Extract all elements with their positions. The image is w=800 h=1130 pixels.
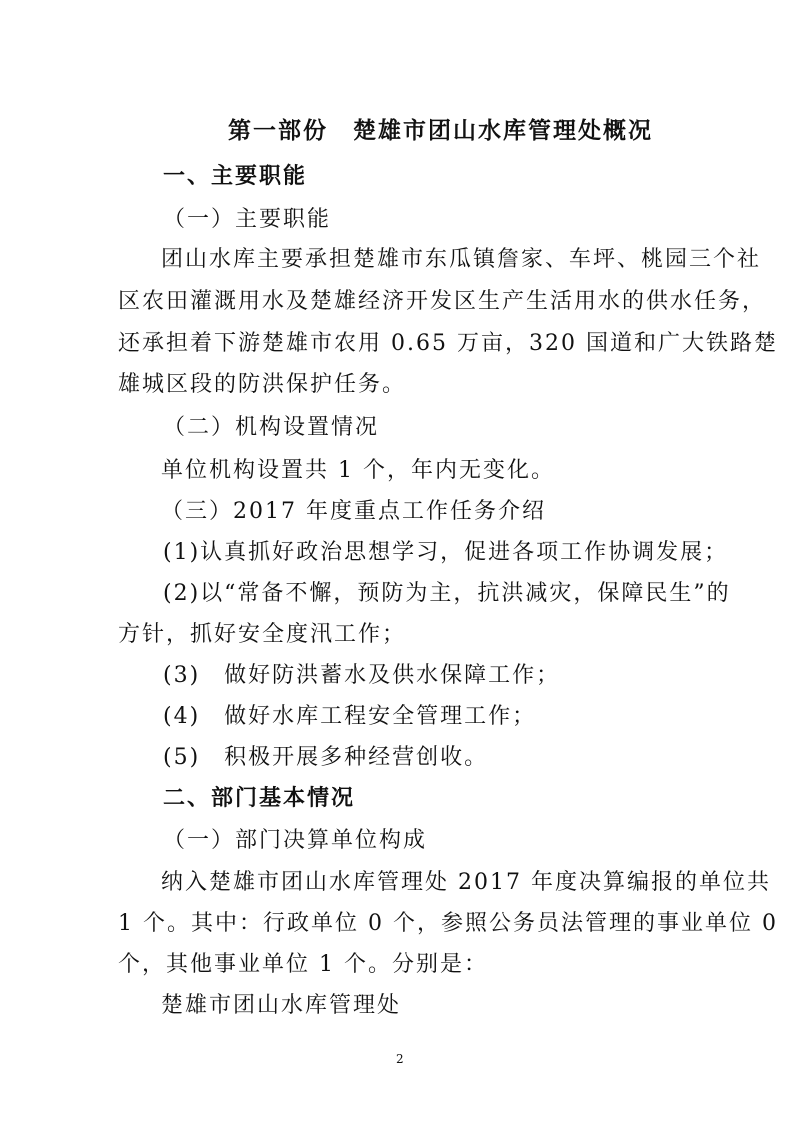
subsection-heading-main-functions: （一）主要职能 [163,207,332,232]
paragraph-line: 还承担着下游楚雄市农用 0.65 万亩，320 国道和广大铁路楚 [118,331,778,356]
subsection-heading-unit-composition: （一）部门决算单位构成 [163,828,428,853]
subsection-heading-key-tasks: （三）2017 年度重点工作任务介绍 [161,499,546,524]
section-heading-basic-info: 二、部门基本情况 [163,786,356,811]
page-number: 2 [396,1052,404,1066]
paragraph-line: 单位机构设置共 1 个，年内无变化。 [161,458,555,483]
task-item: (3) 做好防洪蓄水及供水保障工作； [163,663,561,688]
task-item: (5) 积极开展多种经营创收。 [163,745,489,770]
section-heading-main-functions: 一、主要职能 [163,164,308,189]
document-title: 第一部份 楚雄市团山水库管理处概况 [228,118,653,144]
paragraph-line: 雄城区段的防洪保护任务。 [118,372,407,397]
paragraph-line: 个，其他事业单位 1 个。分别是： [118,952,488,977]
task-item: (4) 做好水库工程安全管理工作； [163,704,537,729]
paragraph-line: 区农田灌溉用水及楚雄经济开发区生产生活用水的供水任务， [118,289,767,314]
task-item-continuation: 方针，抓好安全度汛工作； [118,622,407,647]
paragraph-line: 楚雄市团山水库管理处 [161,993,402,1018]
subsection-heading-org-setup: （二）机构设置情况 [163,415,380,440]
task-item: (1)认真抓好政治思想学习，促进各项工作协调发展； [163,540,729,565]
task-item: (2)以“常备不懈，预防为主，抗洪减灾，保障民生”的 [163,581,731,606]
paragraph-line: 纳入楚雄市团山水库管理处 2017 年度决算编报的单位共 [161,870,771,895]
paragraph-line: 团山水库主要承担楚雄市东瓜镇詹家、车坪、桃园三个社 [161,247,762,272]
paragraph-line: 1 个。其中：行政单位 0 个，参照公务员法管理的事业单位 0 [118,911,778,936]
